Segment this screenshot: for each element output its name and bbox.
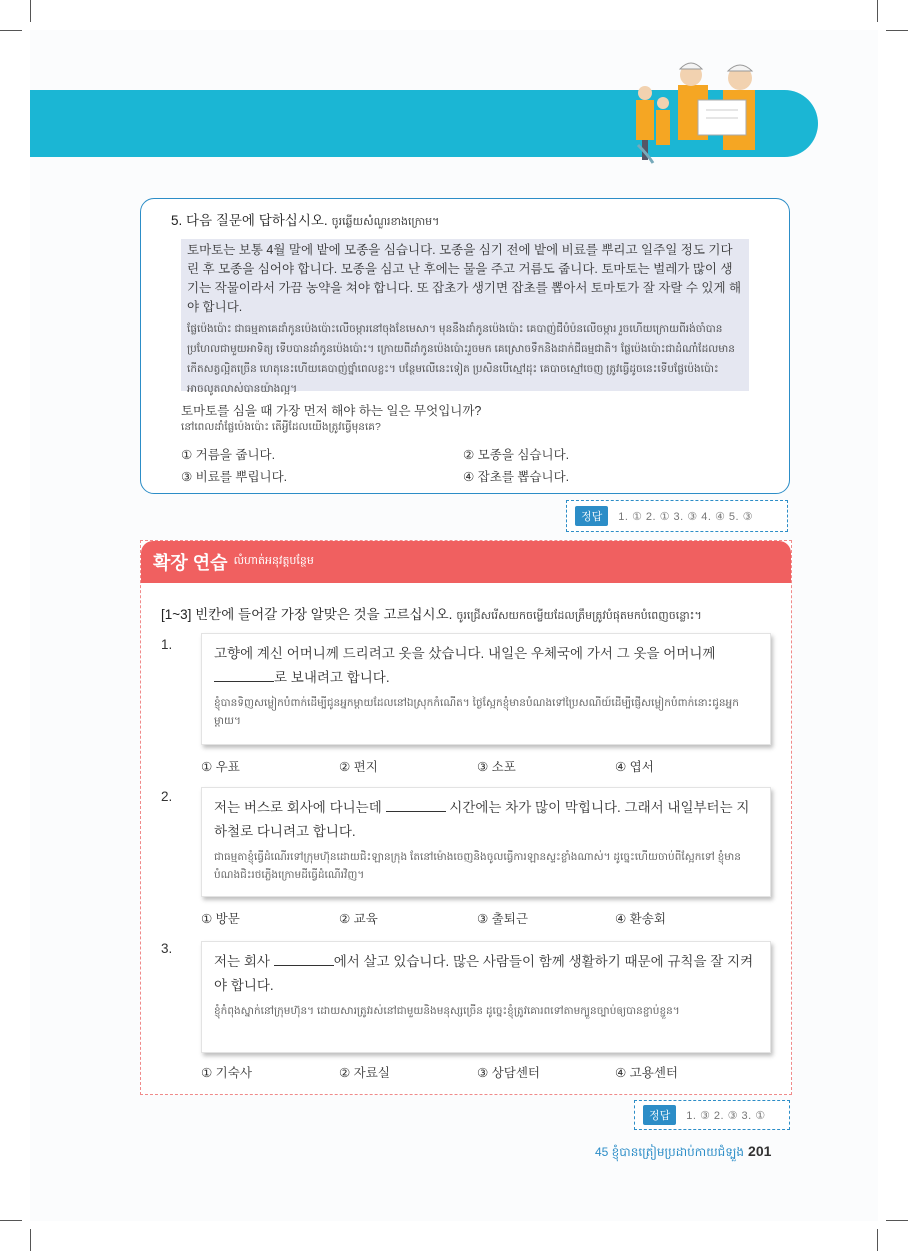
extension-header [141, 541, 791, 583]
crop-mark [886, 1220, 908, 1221]
q3-option-2[interactable]: ② 자료실 [339, 1066, 390, 1080]
answer-key-text: 1. ① 2. ① 3. ③ 4. ④ 5. ③ [618, 510, 753, 523]
question-2-text [214, 796, 758, 844]
answer-badge: 정답 [575, 506, 608, 526]
crop-mark [30, 1229, 31, 1251]
passage-khmer: ផ្លែប៉េងប៉ោះ ជាធម្មតាគេដាំកូនប៉េងប៉ោះលើចម្ការនៅចុងខែមេសា។ មុននឹងដាំកូនប៉េងប៉ោះ គេបាញ់ជីបំប៉នលើចម្ការ រួចហើយក្រោយពីរង់ចាំបានប្រហែលជាមួយអាទិត្យ ទើបបានដាំកូនប៉េងប៉ោះ។ ក្រោយពីដាំកូនប៉េងប៉ោះរួចមក គេស្រោចទឹកនិងដាក់ជីធម្មជាតិ។ ផ្លែប៉េងប៉ោះជាដំណាំដែលមានកើតសត្វល្អិតច្រើន ហេតុនេះហើយគេបាញ់ថ្នាំពេលខ្លះ។ បន្ថែមលើនេះទៀត ប្រសិនបើស្មៅដុះ គេបាចស្មៅចេញ ត្រូវធ្វើដូចនេះទើបផ្លែប៉េងប៉ោះអាចលូតលាស់បានយ៉ាងល្អ។ [187, 323, 735, 395]
question-1-text-a: 고향에 계신 어머니께 드리려고 옷을 샀습니다. 내일은 우체국에 가서 그 옷을 어머니께 [214, 646, 716, 661]
q1-option-4[interactable]: ④ 엽서 [615, 760, 654, 774]
question-2-text-b: 시간에는 차가 많이 막힙니다. 그래서 내일부터는 지하철로 다니려고 합니다. [214, 800, 750, 839]
crop-mark [0, 30, 22, 31]
question-2-text-a: 저는 버스로 회사에 다니는데 [214, 800, 382, 815]
instruction-kh: ចូរជ្រើសរើសយកចម្លើយដែលត្រឹមត្រូវបំផុតមកបំពេញចន្លោះ។ [456, 610, 702, 622]
question-5-box [140, 198, 790, 494]
question-1-text [214, 642, 758, 690]
crop-mark [0, 1220, 22, 1221]
workers-illustration [628, 55, 788, 165]
question-2-text-kh: ជាធម្មតាខ្ញុំធ្វើដំណើរទៅក្រុមហ៊ុនដោយជិះឡានក្រុង តែនៅម៉ោងចេញនិងចូលធ្វើការឡានស្ទះខ្លាំងណាស់។ ដូច្នេះហើយចាប់ពីស្អែកទៅ ខ្ញុំមានបំណងជិះរថភ្លើងក្រោមដីធ្វើដំណើរវិញ។ [214, 851, 741, 881]
answer-key-2 [634, 1100, 790, 1130]
question-5-title-kh: ចូរឆ្លើយសំណួរខាងក្រោម។ [331, 216, 440, 228]
question-number: 2. [161, 789, 173, 804]
q3-option-4[interactable]: ④ 고용센터 [615, 1066, 678, 1080]
question-3-card [201, 941, 771, 1053]
question-number: 3. [161, 941, 173, 956]
question-number: 1. [161, 637, 173, 652]
question-2-card [201, 787, 771, 897]
page-number: 201 [748, 1143, 772, 1159]
q5-option-2[interactable]: ② 모종을 심습니다. [463, 448, 570, 462]
question-5-title-ko: 5. 다음 질문에 답하십시오. [171, 213, 328, 228]
q2-option-3[interactable]: ③ 출퇴근 [477, 912, 528, 926]
answer-key-text: 1. ③ 2. ③ 3. ① [686, 1109, 766, 1122]
q1-option-1[interactable]: ① 우표 [201, 760, 240, 774]
crop-mark [877, 1229, 878, 1251]
passage-korean: 토마토는 보통 4월 말에 밭에 모종을 심습니다. 모종을 심기 전에 밭에 비료를 뿌리고 일주일 정도 기다린 후 모종을 심어야 합니다. 모종을 심고 난 후에는 물을 주고 거름도 줍니다. 토마토는 벌레가 많이 생기는 작물이라서 가끔 농약을 쳐야 합니다. 또 잡초가 생기면 잡초를 뽑아서 토마토가 잘 자랄 수 있게 해야 합니다. [187, 243, 742, 314]
question-3-text [214, 950, 758, 998]
question-3-text-kh: ខ្ញុំកំពុងស្នាក់នៅក្រុមហ៊ុន។ ដោយសារត្រូវរស់នៅជាមួយនិងមនុស្សច្រើន ដូច្នេះខ្ញុំត្រូវគោរពទៅតាមក្បួនច្បាប់ឲ្យបានខ្ជាប់ខ្ជួន។ [214, 1005, 680, 1017]
question-5-prompt: 토마토를 심을 때 가장 먼저 해야 하는 일은 무엇입니까? [181, 404, 482, 418]
extension-practice-section [140, 540, 792, 1095]
q5-option-4[interactable]: ④ 잡초를 뽑습니다. [463, 470, 570, 484]
question-5-title [171, 209, 439, 231]
answer-blank[interactable] [214, 669, 274, 682]
page-footer [595, 1143, 771, 1162]
extension-heading-kh: លំហាត់អនុវត្តបន្ថែម [233, 555, 314, 567]
crop-mark [30, 0, 31, 22]
q2-option-4[interactable]: ④ 환송회 [615, 912, 666, 926]
question-1-text-b: 로 보내려고 합니다. [274, 670, 390, 685]
q5-option-3[interactable]: ③ 비료를 뿌립니다. [181, 470, 288, 484]
instruction-ko: [1~3] 빈칸에 들어갈 가장 알맞은 것을 고르십시오. [161, 607, 453, 622]
q1-option-2[interactable]: ② 편지 [339, 760, 378, 774]
extension-heading: 확장 연습 [153, 553, 228, 573]
answer-blank[interactable] [274, 953, 334, 966]
q2-option-1[interactable]: ① 방문 [201, 912, 240, 926]
lesson-title: 45 ខ្ញុំបានត្រៀមប្រដាប់កាយជំទ្បួង [595, 1145, 745, 1159]
q1-option-3[interactable]: ③ 소포 [477, 760, 516, 774]
question-3-text-b: 에서 살고 있습니다. 많은 사람들이 함께 생활하기 때문에 규칙을 잘 지켜야 합니다. [214, 954, 754, 993]
q2-option-2[interactable]: ② 교육 [339, 912, 378, 926]
answer-badge: 정답 [643, 1105, 676, 1125]
crop-mark [877, 0, 878, 22]
q3-option-3[interactable]: ③ 상담센터 [477, 1066, 540, 1080]
question-3-text-a: 저는 회사 [214, 954, 270, 969]
question-1-card [201, 633, 771, 745]
answer-blank[interactable] [386, 799, 446, 812]
answer-key-1 [566, 500, 788, 532]
crop-mark [886, 30, 908, 31]
question-5-prompt-kh: នៅពេលដាំផ្លែប៉េងប៉ោះ តើអ្វីដែលយើងត្រូវធ្វើមុនគេ? [181, 421, 381, 433]
q3-option-1[interactable]: ① 기숙사 [201, 1066, 252, 1080]
reading-passage [181, 239, 749, 395]
q5-option-1[interactable]: ① 거름을 줍니다. [181, 448, 276, 462]
question-1-text-kh: ខ្ញុំបានទិញសម្លៀកបំពាក់ដើម្បីជូនអ្នកម្ដាយដែលនៅឯស្រុកកំណើត។ ថ្ងៃស្អែកខ្ញុំមានបំណងទៅប្រៃសណីយ៍ដើម្បីផ្ញើសម្លៀកបំពាក់នោះជូនអ្នកម្ដាយ។ [214, 697, 739, 727]
extension-instruction [161, 603, 702, 625]
